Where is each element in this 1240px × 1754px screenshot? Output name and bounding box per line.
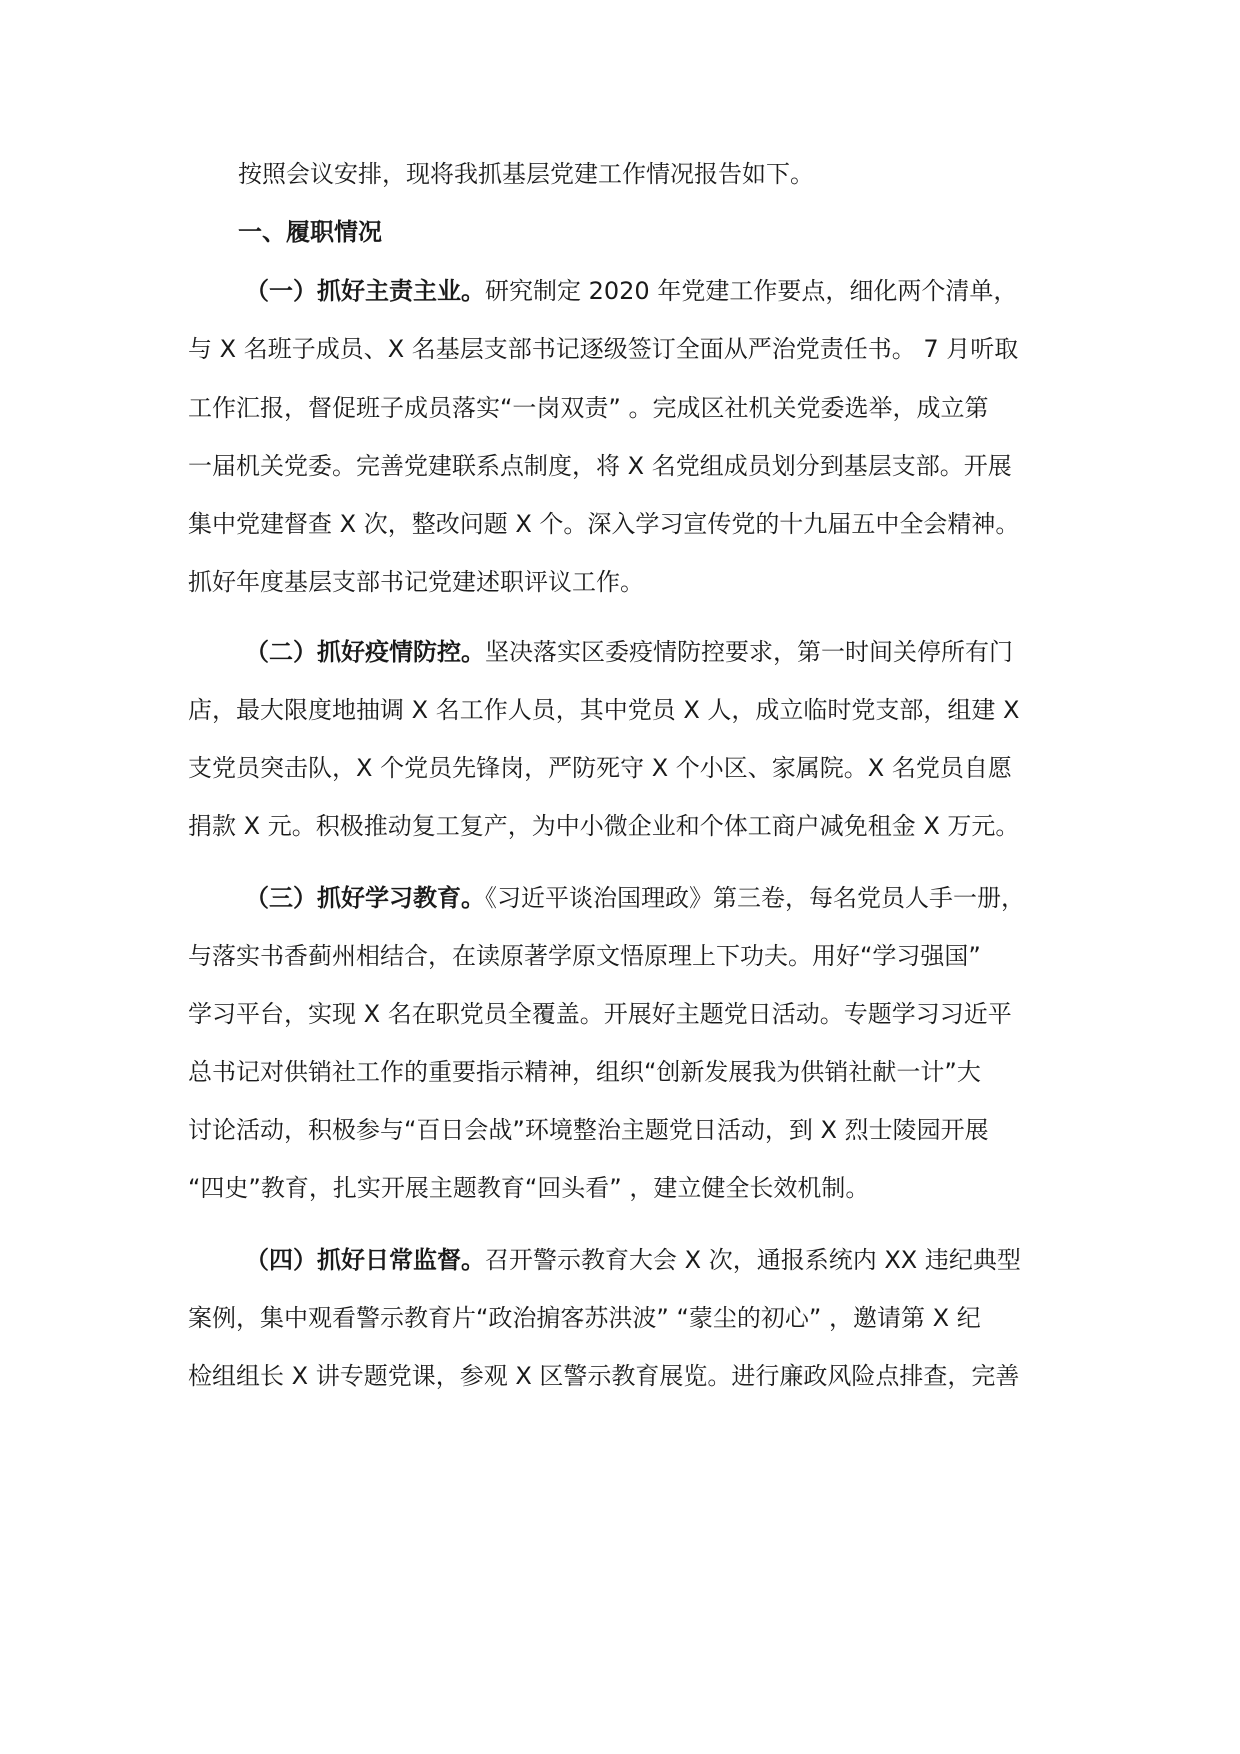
intro-paragraph: 按照会议安排，现将我抓基层党建工作情况报告如下。 [238, 160, 814, 188]
paragraph-1-line-2: 与 X 名班子成员、X 名基层支部书记逐级签订全面从严治党责任书。 7 月听取 [188, 335, 1019, 363]
paragraph-3-line-5: 讨论活动，积极参与“百日会战”环境整治主题党日活动，到 X 烈士陵园开展 [188, 1116, 989, 1144]
paragraph-2-line-2: 店，最大限度地抽调 X 名工作人员，其中党员 X 人，成立临时党支部，组建 X [188, 696, 1020, 724]
paragraph-4-line-1 [245, 1242, 1125, 1278]
paragraph-3-line-3: 学习平台，实现 X 名在职党员全覆盖。开展好主题党日活动。专题学习习近平 [188, 1000, 1012, 1028]
paragraph-2-line-3: 支党员突击队，X 个党员先锋岗，严防死守 X 个小区、家属院。X 名党员自愿 [188, 754, 1012, 782]
paragraph-4-line-3: 检组组长 X 讲专题党课，参观 X 区警示教育展览。进行廉政风险点排查，完善 [188, 1362, 1020, 1390]
paragraph-3-line-1 [245, 880, 1125, 916]
paragraph-1-line-4: 一届机关党委。完善党建联系点制度，将 X 名党组成员划分到基层支部。开展 [188, 452, 1012, 480]
paragraph-3-line-2: 与落实书香蓟州相结合，在读原著学原文悟原理上下功夫。用好“学习强国” [188, 942, 981, 970]
paragraph-1-line-3: 工作汇报，督促班子成员落实“一岗双责” 。完成区社机关党委选举，成立第 [188, 394, 989, 422]
paragraph-3-label: （三）抓好学习教育。 [245, 884, 485, 912]
paragraph-2-line-1 [245, 634, 1125, 670]
paragraph-1-label: （一）抓好主责主业。 [245, 277, 485, 305]
paragraph-3-text: 《习近平谈治国理政》第三卷，每名党员人手一册， [485, 884, 1025, 912]
paragraph-2-line-4: 捐款 X 元。积极推动复工复产，为中小微企业和个体工商户减免租金 X 万元。 [188, 812, 1020, 840]
paragraph-4-label: （四）抓好日常监督。 [245, 1246, 485, 1274]
paragraph-1-line-6: 抓好年度基层支部书记党建述职评议工作。 [188, 568, 644, 596]
paragraph-1-line-5: 集中党建督查 X 次，整改问题 X 个。深入学习宣传党的十九届五中全会精神。 [188, 510, 1020, 538]
paragraph-4-line-2: 案例，集中观看警示教育片“政治掮客苏洪波” “蒙尘的初心” ，邀请第 X 纪 [188, 1304, 981, 1332]
paragraph-2-text: 坚决落实区委疫情防控要求，第一时间关停所有门 [485, 638, 1013, 666]
section-heading: 一、履职情况 [238, 218, 382, 246]
paragraph-1-line-1 [245, 273, 1125, 309]
paragraph-4-text: 召开警示教育大会 X 次，通报系统内 XX 违纪典型 [485, 1246, 1021, 1274]
paragraph-3-line-6: “四史”教育，扎实开展主题教育“回头看” ，建立健全长效机制。 [188, 1174, 870, 1202]
paragraph-2-label: （二）抓好疫情防控。 [245, 638, 485, 666]
paragraph-1-text: 研究制定 2020 年党建工作要点，细化两个清单， [485, 277, 1018, 305]
paragraph-3-line-4: 总书记对供销社工作的重要指示精神，组织“创新发展我为供销社献一计”大 [188, 1058, 981, 1086]
